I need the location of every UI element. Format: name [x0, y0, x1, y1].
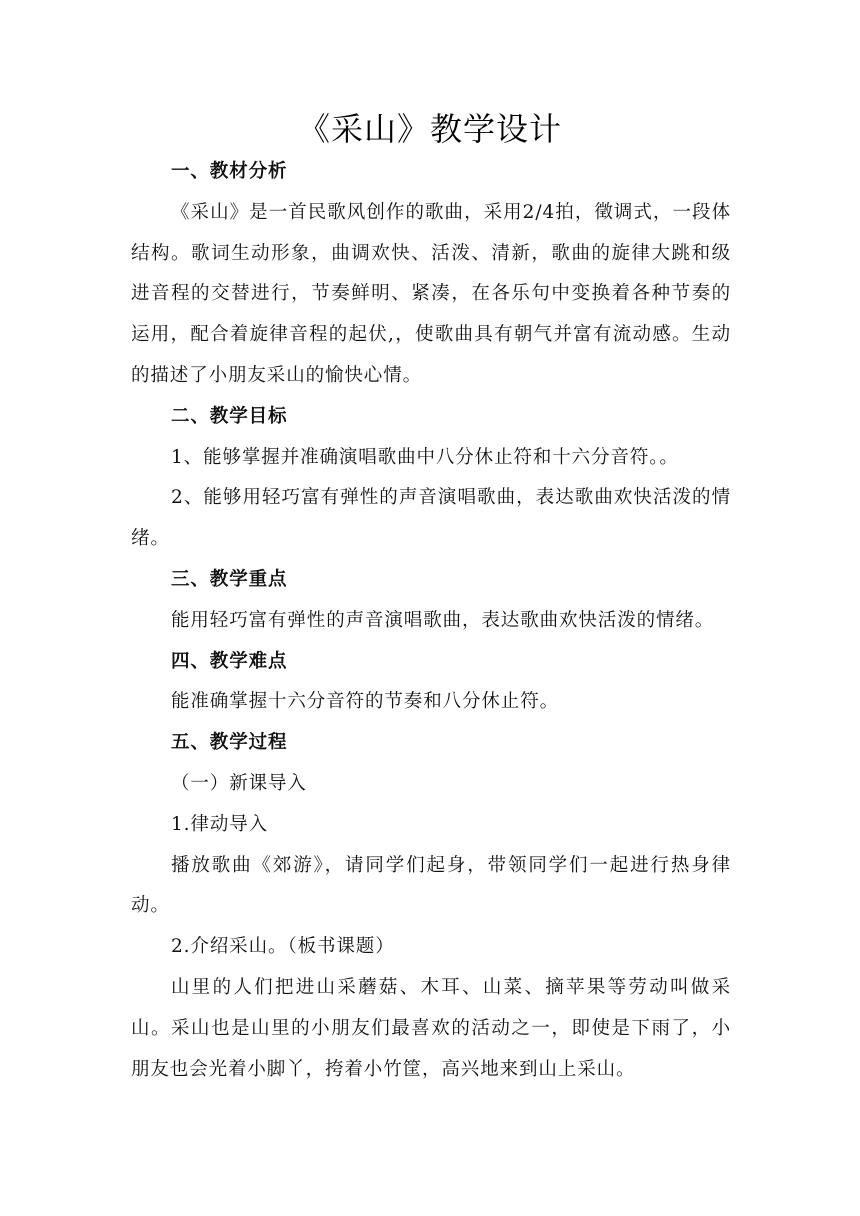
document-body	[131, 152, 731, 1090]
paragraph: （一）新课导入	[171, 772, 307, 794]
paragraph: 1、能够掌握并准确演唱歌曲中八分休止符和十六分音符。。	[171, 446, 679, 468]
section-heading: 一、教材分析	[171, 161, 288, 182]
paragraph: 《采山》是一首民歌风创作的歌曲，采用2/4拍，徵调式，一段体结构。歌词生动形象，曲调欢快、活泼、清新，歌曲的旋律大跳和级进音程的交替进行，节奏鲜明、紧凑，在各乐句中变换着各种节奏的运用，配合着旋律音程的起伏,，使歌曲具有朝气并富有流动感。生动的描述了小朋友采山的愉快心情。	[131, 201, 731, 386]
section-heading: 二、教学目标	[171, 405, 288, 427]
document-title: 《采山》教学设计	[297, 110, 562, 148]
paragraph: 能用轻巧富有弹性的声音演唱歌曲，表达歌曲欢快活泼的情绪。	[171, 609, 715, 631]
section-heading: 四、教学难点	[171, 650, 288, 672]
section-heading: 五、教学过程	[171, 732, 288, 754]
paragraph: 2.介绍采山。（板书课题）	[171, 936, 395, 958]
paragraph: 能准确掌握十六分音符的节奏和八分休止符。	[171, 691, 560, 713]
paragraph: 山里的人们把进山采蘑菇、木耳、山菜、摘苹果等劳动叫做采山。采山也是山里的小朋友们最喜欢的活动之一，即使是下雨了，小朋友也会光着小脚丫，挎着小竹筐，高兴地来到山上采山。	[131, 976, 731, 1080]
paragraph: 1.律动导入	[171, 813, 269, 835]
section-heading: 三、教学重点	[171, 568, 288, 590]
paragraph: 播放歌曲《郊游》，请同学们起身，带领同学们一起进行热身律动。	[131, 854, 731, 917]
paragraph: 2、能够用轻巧富有弹性的声音演唱歌曲，表达歌曲欢快活泼的情绪。	[131, 487, 731, 550]
